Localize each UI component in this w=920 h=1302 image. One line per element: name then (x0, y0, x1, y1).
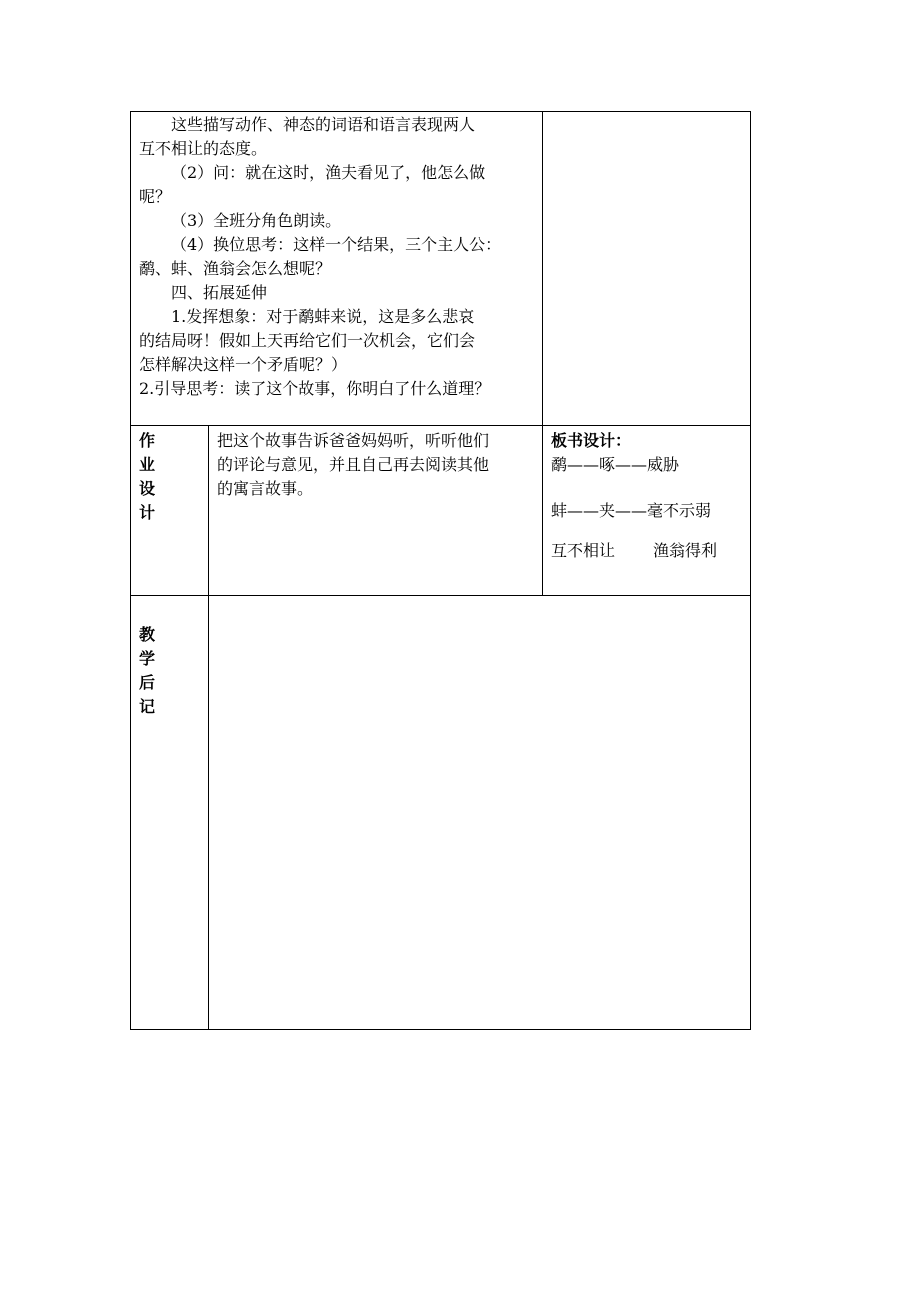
text-line: 把这个故事告诉爸爸妈妈听，听听他们 (217, 431, 490, 450)
text-line: （3）全班分角色朗读。 (171, 211, 342, 230)
label-char: 计 (139, 503, 156, 522)
column-divider-right (542, 111, 543, 596)
board-line-3 (551, 539, 746, 563)
board-line-3-right: 渔翁得利 (653, 541, 718, 560)
label-char: 作 (139, 431, 156, 450)
label-char: 后 (139, 673, 156, 692)
label-char: 学 (139, 649, 156, 668)
column-divider-label (208, 425, 209, 1030)
text-line: 的寓言故事。 (217, 479, 314, 498)
row-divider-2 (130, 595, 751, 596)
text-line: 的评论与意见，并且自己再去阅读其他 (217, 455, 490, 474)
label-char: 设 (139, 479, 156, 498)
text-line: 互不相让的态度。 (139, 139, 268, 158)
board-line-2: 蚌——夹——毫不示弱 (551, 501, 712, 520)
table-border-left (130, 111, 131, 1030)
lesson-plan-table (130, 111, 751, 1030)
board-line-3-left: 互不相让 (551, 541, 616, 560)
text-line: 这些描写动作、神态的词语和语言表现两人 (171, 115, 476, 134)
table-border-right (750, 111, 751, 1030)
row-divider-1 (130, 425, 751, 426)
table-border-top (130, 111, 751, 112)
board-line-1: 鹬——啄——威胁 (551, 455, 680, 474)
text-line: 四、拓展延伸 (171, 283, 268, 302)
text-line: （2）问：就在这时，渔夫看见了，他怎么做 (171, 163, 486, 182)
board-design (551, 429, 746, 563)
label-char: 记 (139, 697, 156, 716)
text-line: 怎样解决这样一个矛盾呢？） (139, 355, 348, 374)
label-char: 业 (139, 455, 156, 474)
text-line: 2.引导思考：读了这个故事，你明白了什么道理？ (139, 379, 491, 398)
reflection-label (139, 623, 157, 719)
teaching-process-text (139, 113, 539, 401)
text-line: 1.发挥想象：对于鹬蚌来说，这是多么悲哀 (171, 307, 475, 326)
text-line: （4）换位思考：这样一个结果，三个主人公： (171, 235, 502, 254)
text-line: 呢？ (139, 187, 172, 206)
reflection-content (217, 601, 742, 1021)
homework-label (139, 429, 157, 525)
homework-content (217, 429, 537, 501)
board-design-title: 板书设计： (551, 431, 632, 450)
label-char: 教 (139, 625, 156, 644)
text-line: 鹬、蚌、渔翁会怎么想呢？ (139, 259, 332, 278)
table-border-bottom (130, 1029, 751, 1030)
text-line: 的结局呀！假如上天再给它们一次机会，它们会 (139, 331, 476, 350)
